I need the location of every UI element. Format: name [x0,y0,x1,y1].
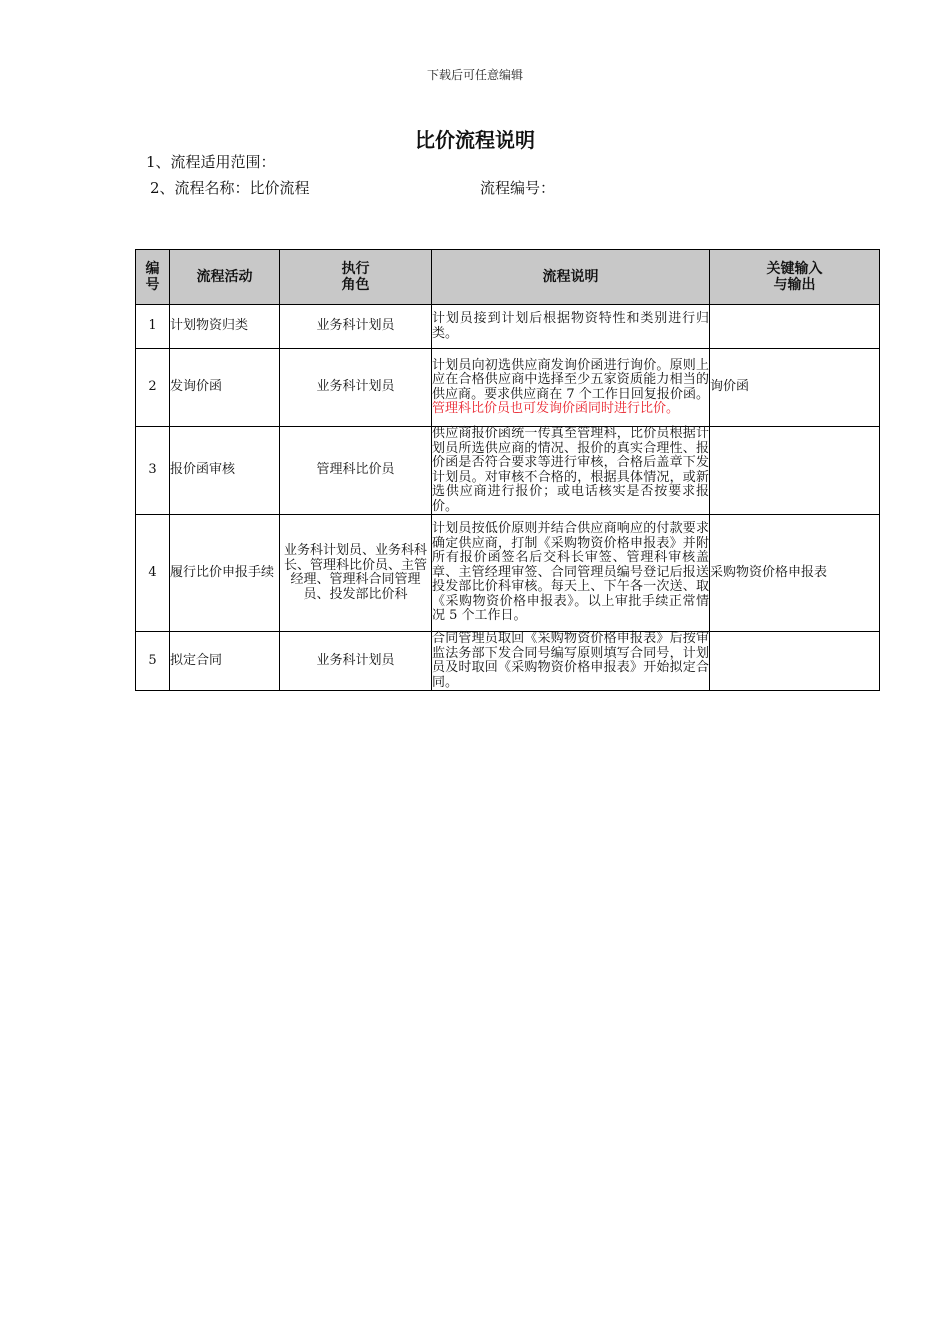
table-header-row [136,250,880,305]
row-role: 业务科计划员 [280,349,432,427]
process-table [135,249,880,691]
row-role: 业务科计划员、业务科科长、管理科比价员、主管经理、管理科合同管理员、投发部比价科 [280,515,432,632]
header-io: 关键输入 与输出 [710,250,880,305]
row-role: 业务科计划员 [280,305,432,349]
row-activity: 发询价函 [170,349,280,427]
row-io [710,427,880,515]
row-activity: 拟定合同 [170,632,280,691]
header-num: 编 号 [136,250,170,305]
download-note: 下载后可任意编辑 [426,68,523,82]
table-row [136,427,880,515]
row-num: 2 [136,349,170,427]
row-activity: 报价函审核 [170,427,280,515]
table-row [136,515,880,632]
scope-line: 1、流程适用范围： [146,153,276,171]
table-row [136,349,880,427]
process-code-line: 流程编号： [480,179,556,197]
page-title: 比价流程说明 [415,128,535,152]
row-description: 计划员按低价原则并结合供应商响应的付款要求确定供应商，打制《采购物资价格申报表》并附所有报价函签名后交科长审签、管理科审核盖章、主管经理审签、合同管理员编号登记后报送投发部比价科审核。每天上、下午各一次送、取《采购物资价格申报表》。以上审批手续正常情况 5 个工作日。 [432,515,710,632]
table-row [136,632,880,691]
header-activity: 流程活动 [170,250,280,305]
row-description: 供应商报价函统一传真至管理科，比价员根据计划员所选供应商的情况、报价的真实合理性、报价函是否符合要求等进行审核，合格后盖章下发计划员。对审核不合格的，根据具体情况，或新选供应商进行报价；或电话核实是否按要求报价。 [432,426,709,514]
row-io [710,632,880,691]
row-num: 5 [136,632,170,691]
row-role: 管理科比价员 [280,427,432,515]
row-io: 询价函 [710,349,880,427]
row-activity: 计划物资归类 [170,305,280,349]
table-row [136,305,880,349]
row-num: 1 [136,305,170,349]
row-description: 计划员向初选供应商发询价函进行询价。原则上应在合格供应商中选择至少五家资质能力相当的供应商。要求供应商在 7 个工作日回复报价函。管理科比价员也可发询价函同时进行比价。 [432,349,710,427]
row-description: 计划员接到计划后根据物资特性和类别进行归类。 [432,305,710,349]
row-role: 业务科计划员 [280,632,432,691]
header-description: 流程说明 [432,250,710,305]
row-num: 3 [136,427,170,515]
row-activity: 履行比价申报手续 [170,515,280,632]
row-num: 4 [136,515,170,632]
process-name-line: 2、流程名称：比价流程 [150,179,310,197]
row-io [710,305,880,349]
header-role: 执行 角色 [280,250,432,305]
row-description: 合同管理员取回《采购物资价格申报表》后按审监法务部下发合同号编写原则填写合同号，计划员及时取回《采购物资价格申报表》开始拟定合同。 [432,631,709,690]
highlighted-note: 管理科比价员也可发询价函同时进行比价。 [432,401,680,416]
row-io: 采购物资价格申报表 [710,515,880,632]
